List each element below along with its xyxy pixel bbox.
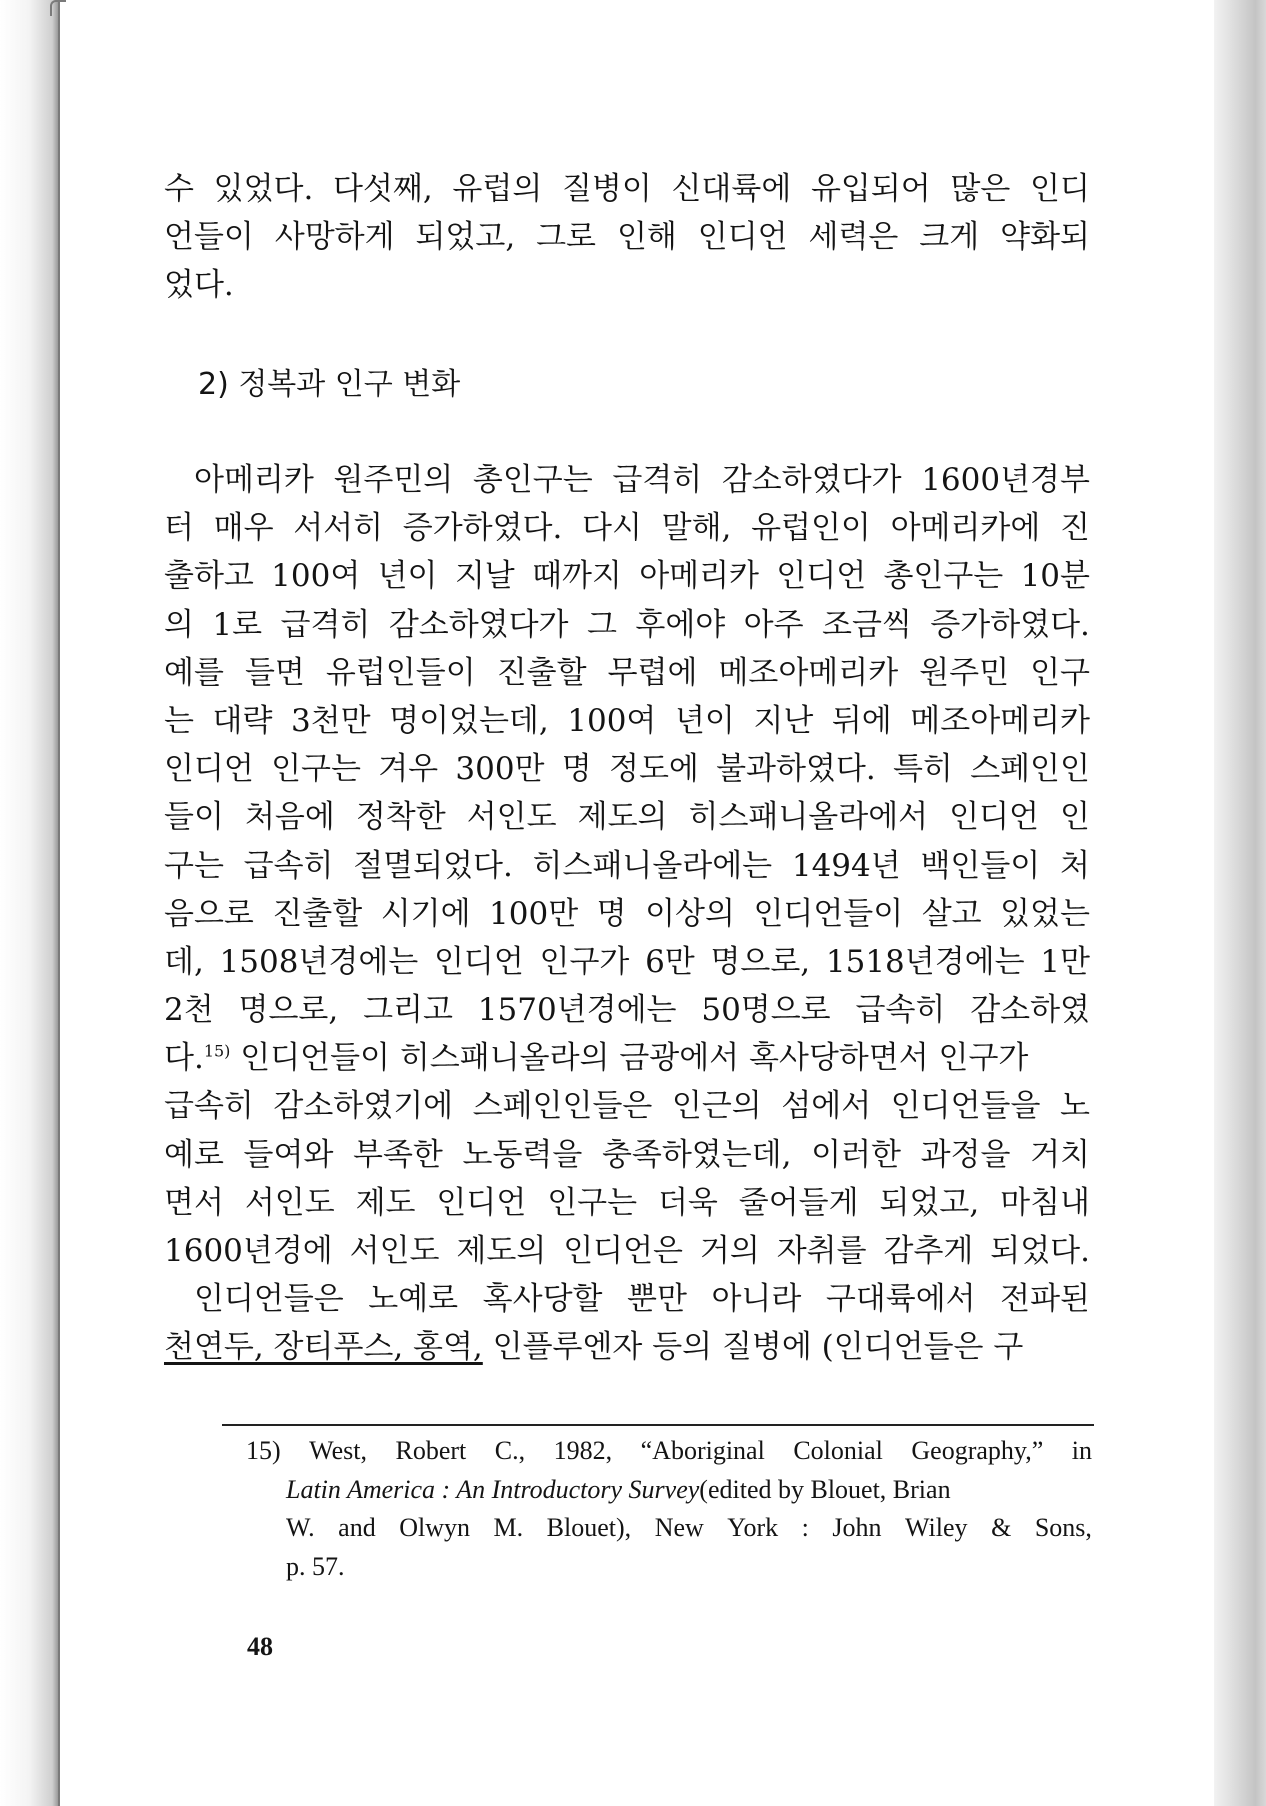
text-line [164, 504, 1090, 552]
word: 줄어들게 [738, 1184, 859, 1221]
word: 지날 [454, 558, 515, 595]
word: 조금씩 [822, 606, 912, 643]
word: 구는 [164, 847, 224, 884]
word: 1만 [1040, 943, 1090, 980]
word: 히스패니올라에는 [532, 847, 773, 884]
word: in [1071, 1436, 1092, 1465]
text-line [164, 213, 1090, 261]
footnote-book-title: Latin America : An Introductory Survey [286, 1474, 700, 1504]
footnote-text: (edited by Blouet, Brian [699, 1474, 951, 1504]
word: 100여 [567, 702, 657, 739]
word: 유럽인이 [751, 510, 871, 547]
footnote-15 [246, 1432, 1092, 1586]
word: 유럽인들이 [325, 654, 476, 691]
word: 인디언 [776, 558, 867, 595]
word: and [338, 1513, 376, 1542]
word: 유입되어 [810, 171, 931, 207]
word: 면서 [164, 1184, 224, 1221]
word: 감소하였 [970, 992, 1090, 1029]
word: 혹사당할 [482, 1281, 603, 1318]
word: 노동력을 [462, 1136, 583, 1173]
word: 원주민의 [333, 462, 454, 498]
word: M. [493, 1513, 524, 1542]
word: W. [286, 1513, 315, 1542]
word: 스페인인 [970, 751, 1090, 788]
word: 1600년경에 [164, 1233, 333, 1269]
word: 대략 [212, 702, 273, 739]
word: 인구는 [547, 1184, 638, 1221]
word: 언들이 [164, 219, 254, 256]
word: 되었다. [990, 1233, 1090, 1269]
word: 백인들이 [920, 847, 1041, 884]
word: 되었고, [415, 219, 516, 256]
page-edge-shadow-right [1214, 0, 1266, 1806]
word: 인디언 [697, 219, 788, 256]
word: Wiley [905, 1513, 968, 1542]
word: 인구는 [271, 751, 361, 788]
word: 히스패니올라에서 [688, 799, 929, 836]
word: 들면 [244, 654, 305, 691]
word: 그 [586, 606, 617, 643]
word: : [801, 1513, 809, 1542]
footnote-line: p. 57. [286, 1551, 345, 1581]
word: 전파된 [1000, 1281, 1090, 1318]
word: 년이 [674, 702, 735, 739]
word: 1600년경부 [921, 462, 1090, 498]
text-line [164, 745, 1090, 793]
word: 있었는 [1000, 895, 1090, 932]
word: 3천만 [290, 702, 371, 739]
word: 세력은 [808, 219, 899, 256]
word: 아메리카 [194, 462, 314, 498]
word: 인디언들이 [753, 895, 904, 932]
word: 아니라 [711, 1281, 802, 1318]
text-line [164, 1227, 1090, 1275]
word: 1570년경에는 [477, 992, 677, 1029]
word: 1508년경에는 [219, 943, 419, 980]
word: 데, [164, 943, 204, 980]
word: 시기에 [380, 895, 471, 932]
word: 인해 [616, 219, 677, 256]
page-corner [50, 0, 66, 16]
word: New [654, 1513, 704, 1542]
text-line [164, 456, 1090, 504]
word: 수 [164, 171, 194, 207]
word: 진출할 [496, 654, 587, 691]
word: 1494년 [791, 847, 901, 884]
footnote-divider [222, 1424, 1094, 1426]
word: 매우 [213, 510, 274, 547]
text-line [164, 697, 1090, 745]
word: 진 [1059, 510, 1090, 547]
text-line [164, 649, 1090, 697]
word: 감소하였다가 [388, 606, 569, 643]
word: 서인도 [349, 1233, 440, 1269]
word: 뿐만 [627, 1281, 687, 1318]
word: 있었다. [213, 171, 314, 207]
text-line [164, 601, 1090, 649]
word: 년이 [377, 558, 438, 595]
word: 인디언 [164, 751, 254, 788]
word: 후에야 [635, 606, 726, 643]
word: 들여와 [243, 1136, 334, 1173]
word: 아주 [743, 606, 804, 643]
word: 인디언 [949, 799, 1039, 836]
word: 무렵에 [607, 654, 698, 691]
word: 그리고 [363, 992, 453, 1029]
text-line-underlined [164, 1323, 1090, 1371]
text-line [164, 1275, 1090, 1323]
word: 15) [246, 1436, 281, 1465]
word: 서인도 [244, 1184, 335, 1221]
word: 자취를 [776, 1233, 867, 1269]
word: Olwyn [399, 1513, 471, 1542]
word: 총인구는 [883, 558, 1004, 595]
word: 증가하였다. [930, 606, 1090, 643]
word: 말해, [661, 510, 732, 547]
word: 노 [1060, 1088, 1090, 1125]
text-line: 었다. [164, 267, 234, 304]
word: Geography,” [911, 1436, 1044, 1465]
text-fragment: 다. [164, 1040, 204, 1077]
word: 급격히 [280, 606, 371, 643]
word: 마침내 [1000, 1184, 1090, 1221]
word: 겨우 [378, 751, 439, 788]
word: 되었고, [879, 1184, 980, 1221]
text-fragment: 인플루엔자 등의 질병에 (인디언들은 구 [482, 1329, 1024, 1366]
word: 1518년경에는 [825, 943, 1025, 980]
word: 인구 [1030, 654, 1090, 691]
word: 정도에 [609, 751, 699, 788]
word: 더욱 [657, 1184, 718, 1221]
word: 인디언들은 [194, 1281, 344, 1318]
page-number: 48 [247, 1632, 273, 1661]
word: 지난 [753, 702, 814, 739]
word: 원주민 [919, 654, 1010, 691]
text-line [164, 165, 1090, 213]
word: 뒤에 [831, 702, 892, 739]
word: 충족하였는데, [601, 1136, 792, 1173]
word: 1로 [212, 606, 263, 643]
word: 제도의 [577, 799, 668, 836]
word: 100여 [271, 558, 361, 595]
word: 들이 [164, 799, 224, 836]
word: 서인도 [466, 799, 557, 836]
text-line [164, 1179, 1090, 1227]
word: 급속히 [243, 847, 334, 884]
text-line [164, 1082, 1090, 1130]
word: 의 [164, 606, 194, 643]
word: 아메리카 [639, 558, 759, 595]
word: 정착한 [355, 799, 446, 836]
word: 노예로 [368, 1281, 459, 1318]
word: 급격히 [612, 462, 703, 498]
footnote-line [250, 1471, 1092, 1510]
word: 인디언 [436, 1184, 527, 1221]
word: 명으로, [710, 943, 811, 980]
word: 인구가 [539, 943, 630, 980]
word: Colonial [793, 1436, 883, 1465]
word: 증가하였다. [402, 510, 563, 547]
word: 다시 [582, 510, 642, 547]
word: 인 [1060, 799, 1090, 836]
word: 예로 [164, 1136, 224, 1173]
text-line [164, 793, 1090, 841]
text-line [164, 1131, 1090, 1179]
word: 메조아메리카 [718, 654, 899, 691]
word: 그로 [536, 219, 597, 256]
footnote-line [246, 1432, 1092, 1471]
word: 이상의 [645, 895, 735, 932]
word: 사망하게 [274, 219, 395, 256]
word: 급속히 [855, 992, 946, 1029]
word: Sons, [1034, 1513, 1092, 1542]
word: 인디언 [433, 943, 524, 980]
word: 이러한 [811, 1136, 901, 1173]
word: 살고 [921, 895, 982, 932]
word: 명이었는데, [389, 702, 549, 739]
word: 불과하였다. [716, 751, 876, 788]
word: 절멸되었다. [353, 847, 513, 884]
word: 인근의 [671, 1088, 762, 1125]
word: 과정을 [920, 1136, 1011, 1173]
word: 진출할 [272, 895, 363, 932]
word: 명 [561, 751, 592, 788]
word: 거치 [1030, 1136, 1090, 1173]
word: 1982, [553, 1436, 613, 1465]
word: 출하고 [164, 558, 254, 595]
word: 감소하였다가 [721, 462, 902, 498]
word: 처음에 [244, 799, 335, 836]
word: 터 [164, 510, 194, 547]
paragraph-population [164, 456, 1090, 1372]
word: 구대륙에서 [825, 1281, 976, 1318]
word: Robert [395, 1436, 467, 1465]
word: 는 [164, 702, 194, 739]
footnote-reference[interactable]: 15) [203, 1041, 231, 1061]
word: 인디 [1030, 171, 1090, 207]
word: 질병이 [561, 171, 652, 207]
underlined-diseases: 천연두, 장티푸스, 홍역, [164, 1329, 483, 1366]
word: 부족한 [353, 1136, 443, 1173]
text-line [164, 842, 1090, 890]
word: 섬에서 [781, 1088, 872, 1125]
text-line-with-footnote [164, 1034, 1090, 1082]
word: 50명으로 [701, 992, 831, 1029]
section-heading: 2) 정복과 인구 변화 [198, 367, 461, 402]
text-line [164, 890, 1090, 938]
word: 100만 [489, 895, 579, 932]
word: 유럽의 [452, 171, 543, 207]
word: 감소하였기에 [273, 1088, 454, 1125]
word: 스페인인들은 [472, 1088, 653, 1125]
word: 인디언들을 [890, 1088, 1041, 1125]
word: 급속히 [164, 1088, 254, 1125]
paragraph-continued [164, 165, 1090, 310]
word: 6만 [645, 943, 695, 980]
word: & [991, 1513, 1012, 1542]
word: 많은 [950, 171, 1011, 207]
word: 2천 [164, 992, 214, 1029]
word: 메조아메리카 [910, 702, 1090, 739]
word: 특히 [892, 751, 953, 788]
word: 제도의 [456, 1233, 547, 1269]
word: “Aboriginal [640, 1436, 765, 1465]
text-line [164, 938, 1090, 986]
word: 인디언은 [563, 1233, 683, 1269]
word: C., [494, 1436, 526, 1465]
word: 10분 [1020, 558, 1090, 595]
word: 처 [1059, 847, 1090, 884]
word: 300만 [455, 751, 545, 788]
word: West, [309, 1436, 368, 1465]
word: 크게 [919, 219, 980, 256]
word: 다섯째, [333, 171, 433, 207]
word: 때까지 [532, 558, 622, 595]
word: 예를 [164, 654, 224, 691]
word: 아메리카에 [890, 510, 1041, 547]
word: York [727, 1513, 779, 1542]
word: 명으로, [238, 992, 339, 1029]
word: 신대륙에 [671, 171, 792, 207]
page-edge-shadow-left [0, 0, 58, 1806]
word: 약화되 [1000, 219, 1090, 256]
word: Blouet), [546, 1513, 632, 1542]
footnote-line [250, 1509, 1092, 1548]
word: 명 [596, 895, 627, 932]
word: 총인구는 [472, 462, 593, 498]
word: 거의 [699, 1233, 760, 1269]
word: 감추게 [883, 1233, 974, 1269]
word: 제도 [355, 1184, 416, 1221]
word: 서서히 [293, 510, 384, 547]
text-fragment: 인디언들이 히스패니올라의 금광에서 혹사당하면서 인구가 [230, 1040, 1029, 1077]
text-line [164, 552, 1090, 600]
word: 음으로 [164, 895, 254, 932]
word: John [832, 1513, 882, 1542]
text-line [164, 986, 1090, 1034]
